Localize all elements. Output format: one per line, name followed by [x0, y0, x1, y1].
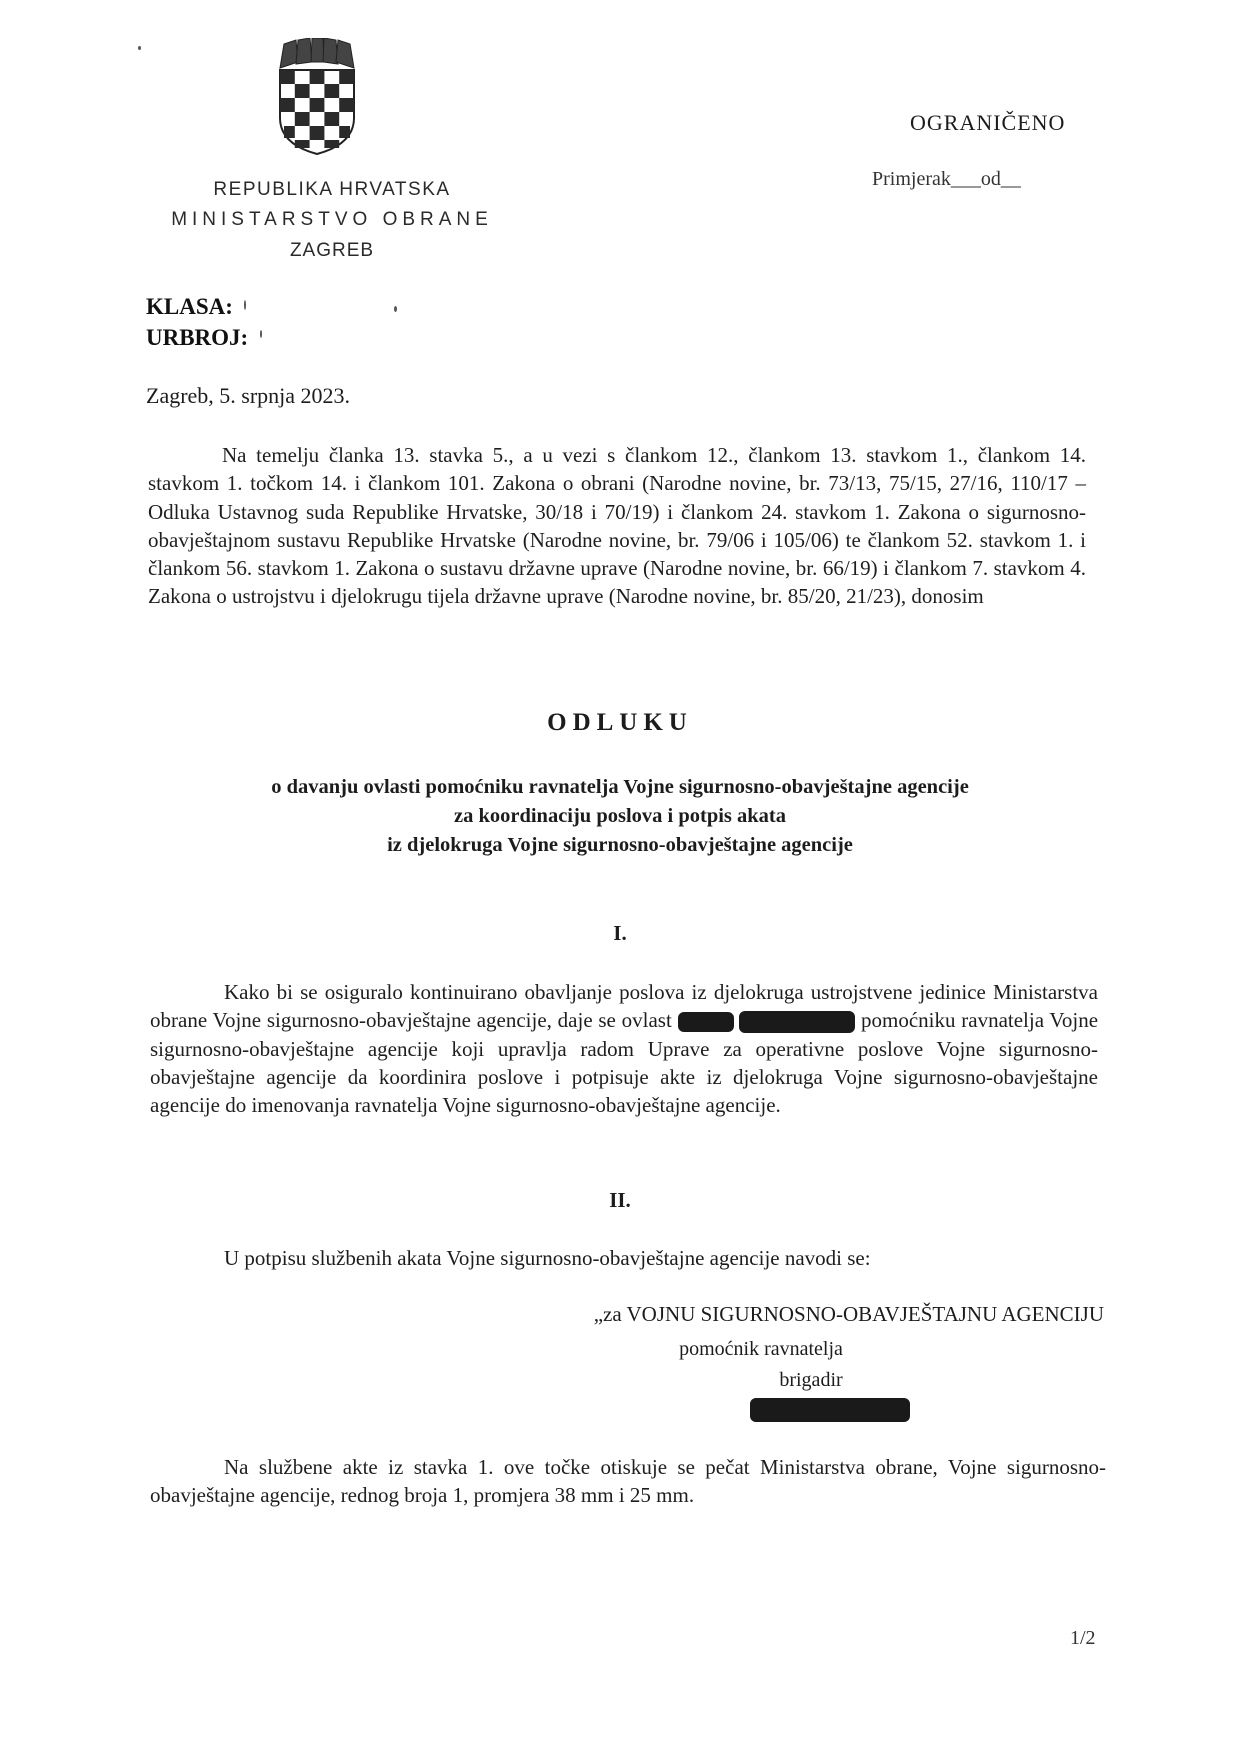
classification-label: OGRANIČENO — [910, 110, 1066, 135]
decision-subtitle-line-1: o davanju ovlasti pomoćniku ravnatelja Vojne sigurnosno-obavještajne agencije — [271, 776, 969, 798]
redacted-name — [678, 1012, 734, 1032]
redacted-signature-name — [750, 1398, 910, 1422]
section-2-intro: U potpisu službenih akata Vojne sigurnosno-obavještajne agencije navodi se: — [224, 1246, 871, 1270]
signature-role: pomoćnik ravnatelja — [679, 1338, 843, 1360]
scan-speck — [260, 330, 262, 338]
decision-title: ODLUKU — [547, 709, 693, 736]
ministry-name: MINISTARSTVO OBRANE — [171, 209, 493, 230]
section-2-stamp-paragraph: Na službene akte iz stavka 1. ove točke otiskuje se pečat Ministarstva obrane, Vojne sigurnosno-obavještajne agencije, rednog broja 1, promjera 38 mm i 25 mm. — [150, 1455, 1106, 1508]
copy-number-line: Primjerak___od__ — [872, 168, 1021, 190]
coat-of-arms-icon — [276, 38, 358, 156]
page-number: 1/2 — [1070, 1627, 1096, 1649]
signature-rank: brigadir — [779, 1369, 843, 1391]
scan-speck — [138, 46, 141, 50]
klasa-label: KLASA: — [146, 294, 233, 319]
urbroj-label: URBROJ: — [146, 325, 249, 350]
document-date: Zagreb, 5. srpnja 2023. — [146, 383, 351, 408]
section-1-paragraph — [150, 978, 1098, 1119]
republic-name: REPUBLIKA HRVATSKA — [213, 179, 451, 200]
scan-speck — [394, 306, 397, 312]
section-1-number: I. — [613, 921, 627, 945]
decision-subtitle-line-3: iz djelokruga Vojne sigurnosno-obavještajne agencije — [387, 834, 853, 856]
preamble-paragraph: Na temelju članka 13. stavka 5., a u vezi s člankom 12., člankom 13. stavkom 1., člankom 14. stavkom 1. točkom 14. i člankom 101. Zakona o obrani (Narodne novine, br. 73/13, 75/15, 27/16, 110/17 – Odluka Ustavnog suda Republike Hrvatske, 30/18 i 70/19) i člankom 24. stavkom 1. Zakona o sigurnosno-obavještajnom sustavu Republike Hrvatske (Narodne novine, br. 79/06 i 105/06) te člankom 52. stavkom 1. i člankom 56. stavkom 1. Zakona o sustavu državne uprave (Narodne novine, br. 66/19) i člankom 7. stavkom 4. Zakona o ustrojstvu i djelokrugu tijela državne uprave (Narodne novine, br. 85/20, 21/23), donosim — [148, 443, 1086, 609]
scan-speck — [244, 300, 246, 310]
signature-agency-line: „za VOJNU SIGURNOSNO-OBAVJEŠTAJNU AGENCIJU — [593, 1302, 1104, 1326]
section-1-text-before: Kako bi se osiguralo kontinuirano obavljanje poslova iz djelokruga ustrojstvene jedinice Ministarstva obrane Vojne sigurnosno-obavještajne agencije, daje se ovlast — [150, 980, 1098, 1033]
redacted-name — [739, 1011, 855, 1033]
ministry-city: ZAGREB — [289, 240, 375, 261]
section-2-number: II. — [609, 1188, 631, 1212]
section-1-text-after: pomoćniku ravnatelja Vojne sigurnosno-obavještajne agencije koji upravlja radom Uprave za operativne poslove Vojne sigurnosno-obavještajne agencije da koordinira poslove i potpisuje akte iz djelokruga Vojne sigurnosno-obavještajne agencije do imenovanja ravnatelja Vojne sigurnosno-obavještajne agencije. — [150, 1008, 1099, 1118]
decision-subtitle-line-2: za koordinaciju poslova i potpis akata — [453, 805, 787, 827]
